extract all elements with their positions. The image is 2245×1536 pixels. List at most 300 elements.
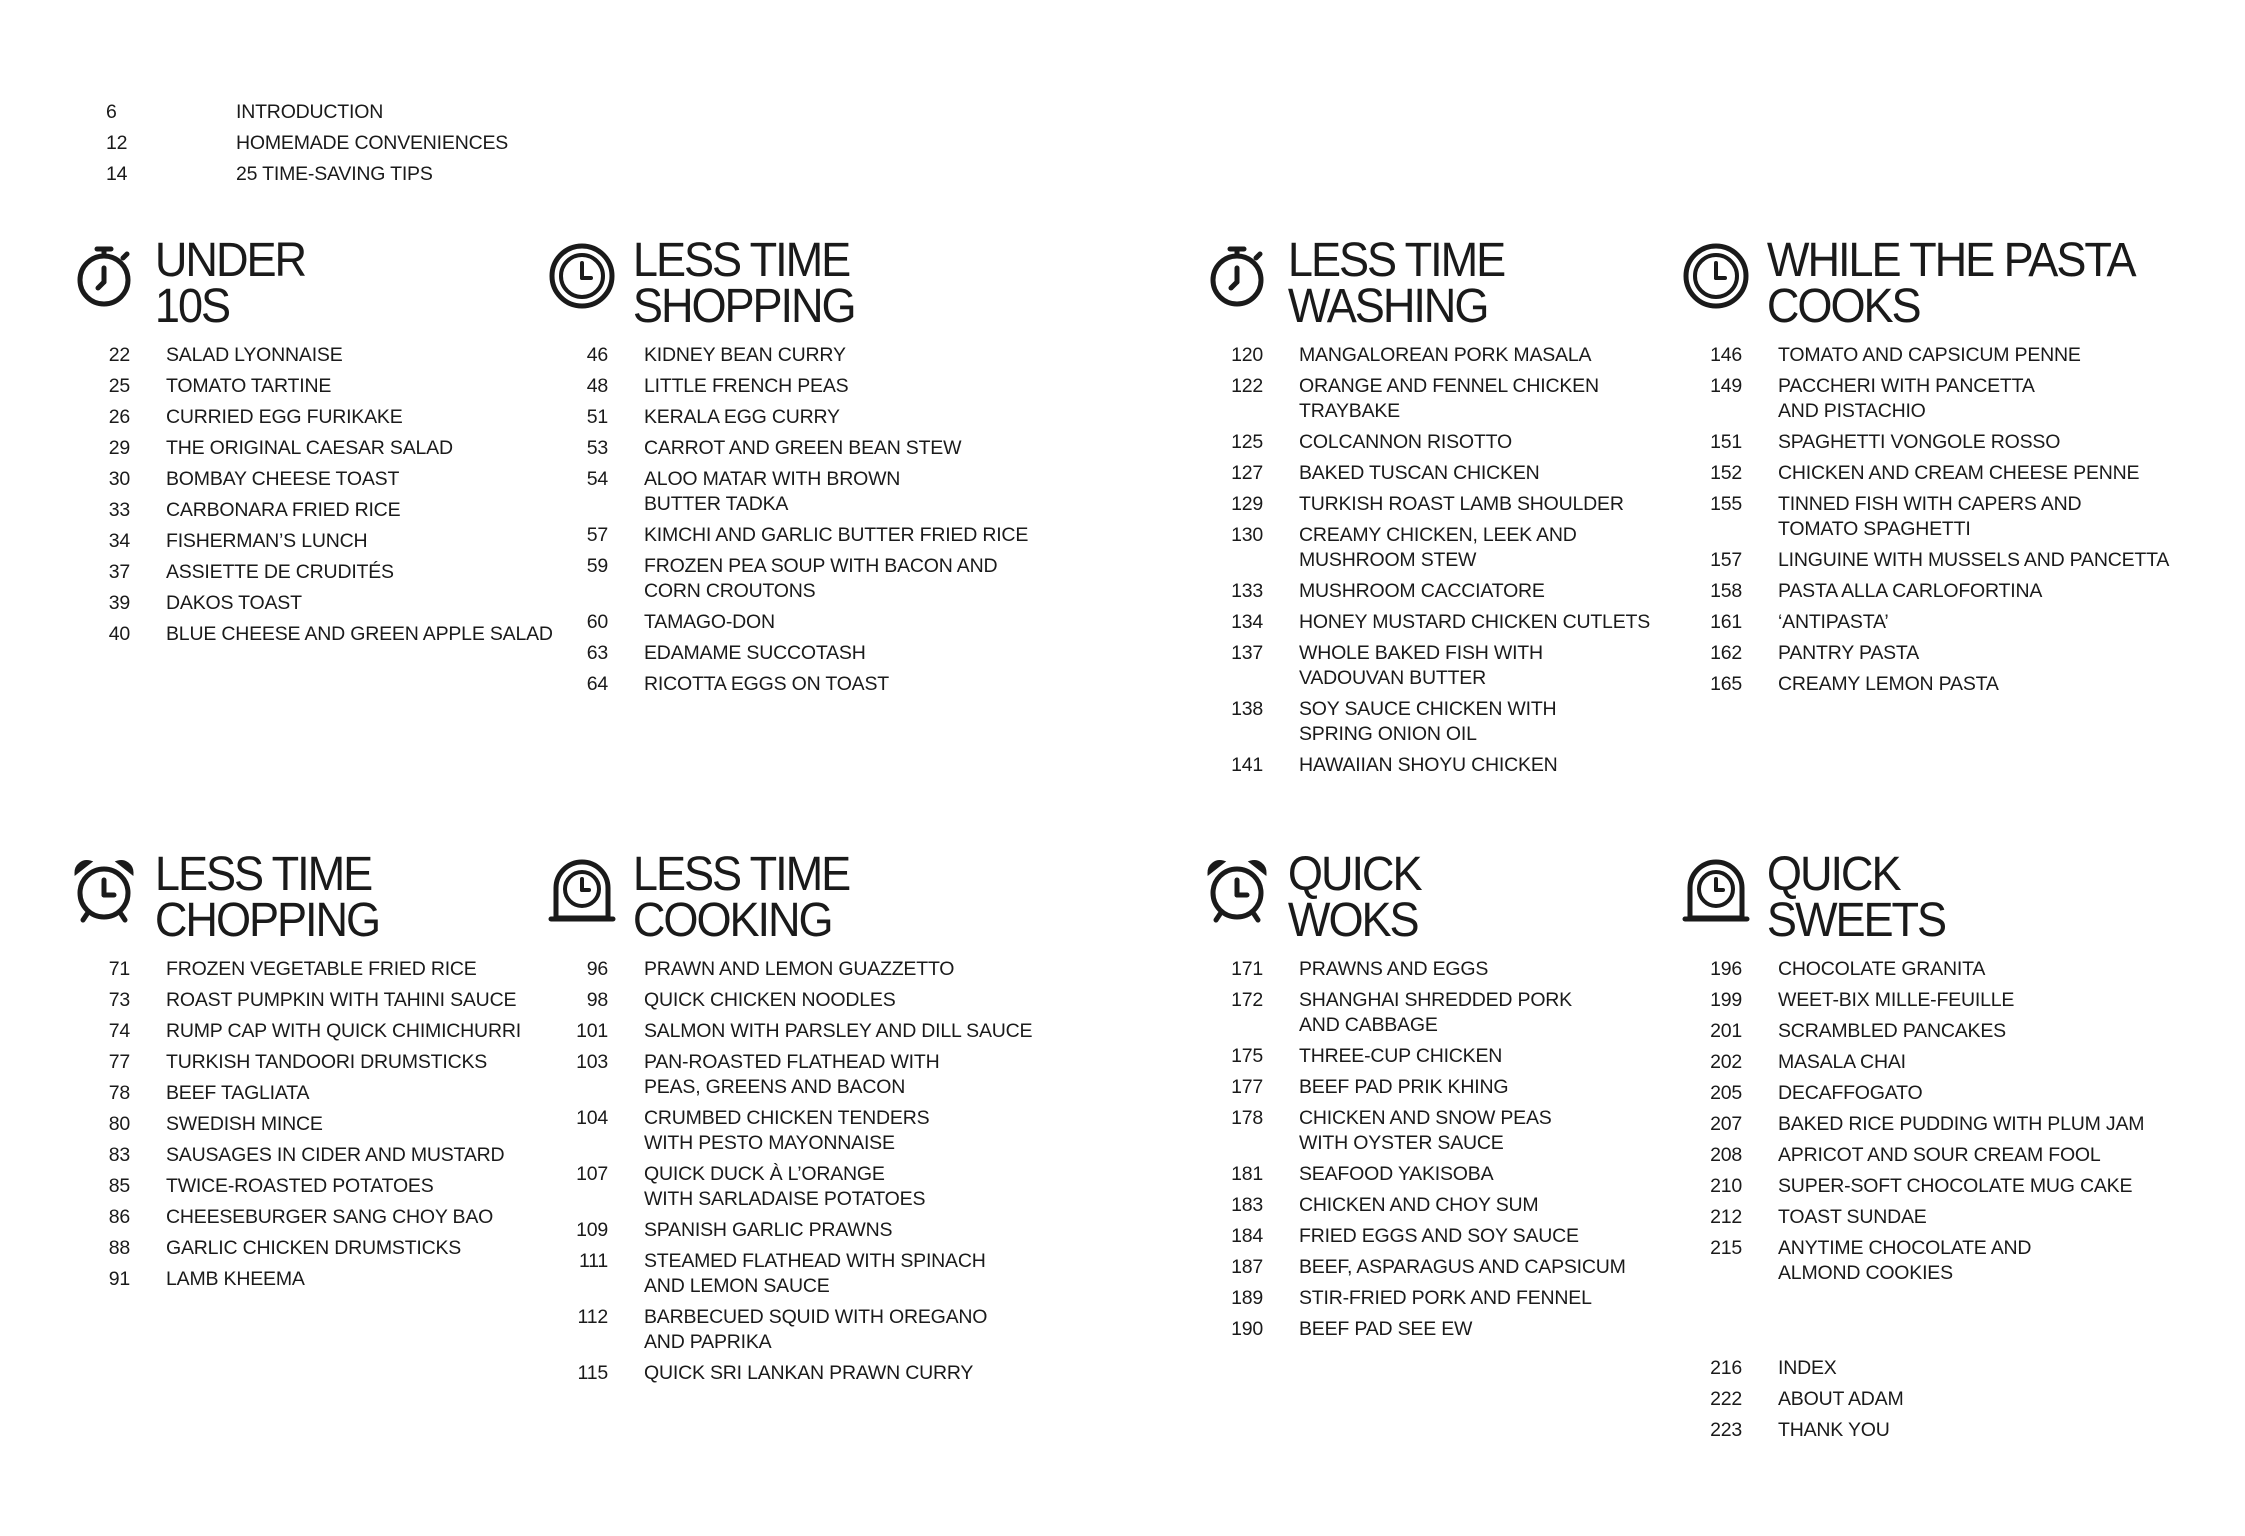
stopwatch-icon	[70, 242, 138, 310]
section-title: UNDER 10S	[154, 234, 306, 333]
recipe-title: THE ORIGINAL CAESAR SALAD	[166, 437, 453, 459]
page-number: 155	[1710, 493, 1742, 515]
recipe-title: INTRODUCTION	[236, 101, 384, 123]
recipe-title: KERALA EGG CURRY	[644, 406, 840, 428]
toc-entry	[70, 100, 570, 125]
toc-entry	[548, 405, 1068, 430]
page-number: 130	[1231, 524, 1263, 546]
toc-entry	[70, 405, 590, 430]
recipe-title: COLCANNON RISOTTO	[1299, 431, 1512, 453]
toc-entry	[1203, 343, 1723, 368]
recipe-title: EDAMAME SUCCOTASH	[644, 642, 866, 664]
page-number: 30	[108, 468, 130, 490]
page-number: 215	[1710, 1237, 1742, 1259]
recipe-title: WEET-BIX MILLE-FEUILLE	[1778, 989, 2015, 1011]
toc-entry	[1682, 1205, 2242, 1230]
toc-entry	[1682, 492, 2242, 542]
page-number: 54	[586, 468, 608, 490]
page-number: 73	[108, 989, 130, 1011]
toc-entry	[70, 529, 590, 554]
toc-entry	[548, 610, 1068, 635]
page-number: 64	[586, 673, 608, 695]
toc-entry	[1682, 1236, 2242, 1286]
page-number: 199	[1710, 989, 1742, 1011]
page-number: 109	[576, 1219, 608, 1241]
toc-entry	[70, 467, 590, 492]
recipe-title: ORANGE AND FENNEL CHICKEN TRAYBAKE	[1299, 375, 1599, 422]
page-number: 6	[106, 101, 117, 123]
page-number: 216	[1710, 1357, 1742, 1379]
toc-entry	[548, 523, 1068, 548]
toc-entry	[70, 343, 590, 368]
recipe-title: CURRIED EGG FURIKAKE	[166, 406, 403, 428]
toc-entry	[548, 641, 1068, 666]
recipe-title: BEEF TAGLIATA	[166, 1082, 310, 1104]
section-header	[1203, 234, 1723, 343]
recipe-title: LAMB KHEEMA	[166, 1268, 305, 1290]
page-number: 222	[1710, 1388, 1742, 1410]
page-number: 127	[1231, 462, 1263, 484]
toc-entry	[1203, 697, 1723, 747]
recipe-title: RICOTTA EGGS ON TOAST	[644, 673, 890, 695]
toc-entry	[548, 1305, 1068, 1355]
page-number: 205	[1710, 1082, 1742, 1104]
page-number: 137	[1231, 642, 1263, 664]
recipe-title: BEEF PAD SEE EW	[1299, 1318, 1473, 1340]
mantel-clock-icon	[548, 856, 616, 924]
section-header	[1203, 848, 1723, 957]
page-number: 120	[1231, 344, 1263, 366]
toc-entry	[70, 374, 590, 399]
page-number: 53	[586, 437, 608, 459]
toc-entry	[70, 957, 590, 982]
recipe-title: QUICK SRI LANKAN PRAWN CURRY	[644, 1362, 974, 1384]
page-number: 98	[586, 989, 608, 1011]
toc-entry	[1203, 461, 1723, 486]
page-number: 122	[1231, 375, 1263, 397]
page-number: 181	[1231, 1163, 1263, 1185]
recipe-title: SEAFOOD YAKISOBA	[1299, 1163, 1494, 1185]
toc-entry	[70, 131, 570, 156]
toc-entry	[1682, 1019, 2242, 1044]
recipe-title: ASSIETTE DE CRUDITÉS	[166, 561, 394, 583]
recipe-title: 25 TIME-SAVING TIPS	[236, 163, 433, 185]
toc-entry	[70, 1081, 590, 1106]
recipe-title: BLUE CHEESE AND GREEN APPLE SALAD	[166, 623, 553, 645]
page-number: 59	[586, 555, 608, 577]
page-number: 115	[577, 1362, 608, 1384]
section-header	[548, 234, 1068, 343]
recipe-title: SPAGHETTI VONGOLE ROSSO	[1778, 431, 2061, 453]
toc-entry	[70, 1143, 590, 1168]
page-number: 171	[1231, 958, 1263, 980]
recipe-title: WHOLE BAKED FISH WITH VADOUVAN BUTTER	[1299, 642, 1543, 689]
page-number: 157	[1710, 549, 1742, 571]
recipe-title: THREE-CUP CHICKEN	[1299, 1045, 1503, 1067]
page-number: 162	[1710, 642, 1742, 664]
toc-entry	[1682, 1081, 2242, 1106]
recipe-title: BAKED RICE PUDDING WITH PLUM JAM	[1778, 1113, 2145, 1135]
page-number: 71	[108, 958, 130, 980]
toc-section	[548, 234, 1068, 703]
page-number: 210	[1710, 1175, 1742, 1197]
page-number: 151	[1710, 431, 1742, 453]
recipe-title: BEEF, ASPARAGUS AND CAPSICUM	[1299, 1256, 1626, 1278]
back-matter-list	[1682, 1356, 2202, 1449]
toc-entry	[1203, 1286, 1723, 1311]
recipe-title: CHICKEN AND SNOW PEAS WITH OYSTER SAUCE	[1299, 1107, 1552, 1154]
toc-entry	[1682, 988, 2242, 1013]
page-number: 207	[1710, 1113, 1742, 1135]
page-number: 78	[108, 1082, 130, 1104]
section-header	[1682, 848, 2242, 957]
toc-entry	[1682, 641, 2242, 666]
section-header	[70, 234, 590, 343]
recipe-title: BOMBAY CHEESE TOAST	[166, 468, 400, 490]
recipe-title: PRAWNS AND EGGS	[1299, 958, 1489, 980]
recipe-title: SALAD LYONNAISE	[166, 344, 343, 366]
toc-entry	[70, 436, 590, 461]
recipe-title: TOAST SUNDAE	[1778, 1206, 1927, 1228]
page-number: 134	[1231, 611, 1263, 633]
toc-entry	[70, 622, 590, 647]
section-title: QUICK SWEETS	[1766, 848, 1946, 947]
toc-entry	[1203, 374, 1723, 424]
toc-entry	[1682, 548, 2242, 573]
page-number: 138	[1231, 698, 1263, 720]
section-title: LESS TIME CHOPPING	[154, 848, 380, 947]
recipe-title: HAWAIIAN SHOYU CHICKEN	[1299, 754, 1558, 776]
toc-section	[548, 848, 1068, 1392]
toc-entry	[70, 1267, 590, 1292]
toc-entry	[1682, 1387, 2202, 1412]
toc-entry	[548, 672, 1068, 697]
page-number: 208	[1710, 1144, 1742, 1166]
toc-entry	[548, 1361, 1068, 1386]
toc-entry	[1682, 1356, 2202, 1381]
toc-entry	[1682, 1143, 2242, 1168]
page-number: 83	[108, 1144, 130, 1166]
toc-entry	[548, 1019, 1068, 1044]
recipe-title: MUSHROOM CACCIATORE	[1299, 580, 1545, 602]
toc-entry	[548, 1249, 1068, 1299]
recipe-title: ALOO MATAR WITH BROWN BUTTER TADKA	[644, 468, 901, 515]
section-title: LESS TIME WASHING	[1287, 234, 1505, 333]
page-number: 190	[1231, 1318, 1263, 1340]
page-number: 80	[108, 1113, 130, 1135]
page-number: 101	[576, 1020, 608, 1042]
recipe-title: BAKED TUSCAN CHICKEN	[1299, 462, 1540, 484]
recipe-title: ABOUT ADAM	[1778, 1388, 1904, 1410]
recipe-title: DAKOS TOAST	[166, 592, 302, 614]
recipe-title: MASALA CHAI	[1778, 1051, 1906, 1073]
toc-section	[70, 848, 590, 1298]
alarm-clock-icon	[70, 856, 138, 924]
toc-entry	[1682, 1418, 2202, 1443]
page-number: 104	[576, 1107, 608, 1129]
page-number: 57	[586, 524, 608, 546]
section-title: LESS TIME COOKING	[632, 848, 850, 947]
recipe-title: CARROT AND GREEN BEAN STEW	[644, 437, 962, 459]
recipe-title: ANYTIME CHOCOLATE AND ALMOND COOKIES	[1778, 1237, 2032, 1284]
recipe-title: FROZEN VEGETABLE FRIED RICE	[166, 958, 477, 980]
toc-entry	[548, 957, 1068, 982]
toc-entry	[1203, 957, 1723, 982]
page-number: 46	[586, 344, 608, 366]
section-entries	[548, 343, 1068, 697]
page-number: 165	[1710, 673, 1742, 695]
toc-entry	[1682, 461, 2242, 486]
page-number: 129	[1231, 493, 1263, 515]
recipe-title: BEEF PAD PRIK KHING	[1299, 1076, 1509, 1098]
recipe-title: PASTA ALLA CARLOFORTINA	[1778, 580, 2043, 602]
toc-section	[1682, 848, 2242, 1292]
toc-entry	[1203, 1106, 1723, 1156]
toc-entry	[1682, 957, 2242, 982]
recipe-title: TINNED FISH WITH CAPERS AND TOMATO SPAGHETTI	[1778, 493, 2082, 540]
page-number: 152	[1710, 462, 1742, 484]
toc-entry	[548, 467, 1068, 517]
recipe-title: BARBECUED SQUID WITH OREGANO AND PAPRIKA	[644, 1306, 988, 1353]
page-number: 39	[108, 592, 130, 614]
toc-entry	[1682, 579, 2242, 604]
recipe-title: HOMEMADE CONVENIENCES	[236, 132, 509, 154]
recipe-title: SHANGHAI SHREDDED PORK AND CABBAGE	[1299, 989, 1572, 1036]
toc-section	[1682, 234, 2242, 703]
section-header	[548, 848, 1068, 957]
section-entries	[70, 343, 590, 647]
recipe-title: PRAWN AND LEMON GUAZZETTO	[644, 958, 955, 980]
page-number: 212	[1710, 1206, 1742, 1228]
toc-entry	[1203, 1255, 1723, 1280]
toc-entry	[548, 988, 1068, 1013]
recipe-title: CHICKEN AND CHOY SUM	[1299, 1194, 1539, 1216]
toc-entry	[70, 988, 590, 1013]
page-number: 33	[108, 499, 130, 521]
page-number: 60	[586, 611, 608, 633]
recipe-title: TOMATO AND CAPSICUM PENNE	[1778, 344, 2081, 366]
page-number: 178	[1231, 1107, 1263, 1129]
page-number: 141	[1231, 754, 1263, 776]
recipe-title: APRICOT AND SOUR CREAM FOOL	[1778, 1144, 2101, 1166]
toc-entry	[1203, 753, 1723, 778]
toc-entry	[1203, 610, 1723, 635]
recipe-title: SCRAMBLED PANCAKES	[1778, 1020, 2006, 1042]
alarm-clock-icon	[1203, 856, 1271, 924]
toc-entry	[1682, 1174, 2242, 1199]
page-number: 96	[586, 958, 608, 980]
page-number: 48	[586, 375, 608, 397]
recipe-title: STIR-FRIED PORK AND FENNEL	[1299, 1287, 1592, 1309]
recipe-title: LITTLE FRENCH PEAS	[644, 375, 849, 397]
recipe-title: THANK YOU	[1778, 1419, 1890, 1441]
recipe-title: LINGUINE WITH MUSSELS AND PANCETTA	[1778, 549, 2170, 571]
recipe-title: QUICK DUCK À L’ORANGE WITH SARLADAISE POTATOES	[644, 1163, 926, 1210]
recipe-title: STEAMED FLATHEAD WITH SPINACH AND LEMON SAUCE	[644, 1250, 986, 1297]
recipe-title: SWEDISH MINCE	[166, 1113, 323, 1135]
section-entries	[1203, 957, 1723, 1342]
recipe-title: CREAMY CHICKEN, LEEK AND MUSHROOM STEW	[1299, 524, 1577, 571]
toc-entry	[548, 1050, 1068, 1100]
recipe-title: CRUMBED CHICKEN TENDERS WITH PESTO MAYONNAISE	[644, 1107, 930, 1154]
recipe-title: PANTRY PASTA	[1778, 642, 1920, 664]
toc-section	[1203, 234, 1723, 784]
stopwatch-icon	[1203, 242, 1271, 310]
recipe-title: TOMATO TARTINE	[166, 375, 332, 397]
toc-entry	[548, 1218, 1068, 1243]
recipe-title: TURKISH TANDOORI DRUMSTICKS	[166, 1051, 488, 1073]
wall-clock-icon	[1682, 242, 1750, 310]
recipe-title: TURKISH ROAST LAMB SHOULDER	[1299, 493, 1624, 515]
page-number: 88	[108, 1237, 130, 1259]
page-number: 107	[576, 1163, 608, 1185]
toc-entry	[1682, 1050, 2242, 1075]
recipe-title: CARBONARA FRIED RICE	[166, 499, 401, 521]
page-number: 91	[108, 1268, 130, 1290]
toc-entry	[1203, 430, 1723, 455]
page-number: 223	[1710, 1419, 1742, 1441]
toc-entry	[1203, 1162, 1723, 1187]
toc-entry	[548, 554, 1068, 604]
recipe-title: CHEESEBURGER SANG CHOY BAO	[166, 1206, 494, 1228]
section-entries	[1682, 343, 2242, 697]
recipe-title: KIDNEY BEAN CURRY	[644, 344, 846, 366]
page-number: 133	[1231, 580, 1263, 602]
recipe-title: ‘ANTIPASTA’	[1778, 611, 1889, 633]
recipe-title: GARLIC CHICKEN DRUMSTICKS	[166, 1237, 462, 1259]
toc-entry	[70, 1050, 590, 1075]
section-title: LESS TIME SHOPPING	[632, 234, 855, 333]
recipe-title: DECAFFOGATO	[1778, 1082, 1923, 1104]
recipe-title: TAMAGO-DON	[644, 611, 775, 633]
section-entries	[70, 957, 590, 1292]
section-entries	[1682, 957, 2242, 1286]
toc-entry	[1203, 1193, 1723, 1218]
recipe-title: HONEY MUSTARD CHICKEN CUTLETS	[1299, 611, 1651, 633]
page-number: 196	[1710, 958, 1742, 980]
recipe-title: QUICK CHICKEN NOODLES	[644, 989, 896, 1011]
section-header	[70, 848, 590, 957]
page-number: 201	[1710, 1020, 1742, 1042]
toc-entry	[1682, 430, 2242, 455]
toc-entry	[1203, 492, 1723, 517]
toc-entry	[70, 560, 590, 585]
toc-entry	[70, 1174, 590, 1199]
page-number: 161	[1710, 611, 1742, 633]
page-number: 22	[108, 344, 130, 366]
wall-clock-icon	[548, 242, 616, 310]
recipe-title: KIMCHI AND GARLIC BUTTER FRIED RICE	[644, 524, 1029, 546]
toc-entry	[1682, 343, 2242, 368]
recipe-title: MANGALOREAN PORK MASALA	[1299, 344, 1592, 366]
page-number: 184	[1231, 1225, 1263, 1247]
recipe-title: INDEX	[1778, 1357, 1837, 1379]
toc-entry	[1203, 988, 1723, 1038]
page-number: 37	[108, 561, 130, 583]
recipe-title: SAUSAGES IN CIDER AND MUSTARD	[166, 1144, 505, 1166]
toc-entry	[70, 1019, 590, 1044]
recipe-title: FROZEN PEA SOUP WITH BACON AND CORN CROUTONS	[644, 555, 998, 602]
toc-entry	[1203, 1075, 1723, 1100]
page-number: 86	[108, 1206, 130, 1228]
toc-entry	[548, 1162, 1068, 1212]
toc-entry	[70, 162, 570, 187]
section-title: WHILE THE PASTA COOKS	[1766, 234, 2135, 333]
page-number: 85	[108, 1175, 130, 1197]
recipe-title: SUPER-SOFT CHOCOLATE MUG CAKE	[1778, 1175, 2133, 1197]
recipe-title: CHOCOLATE GRANITA	[1778, 958, 1986, 980]
toc-entry	[70, 1236, 590, 1261]
toc-entry	[70, 1205, 590, 1230]
page-number: 202	[1710, 1051, 1742, 1073]
toc-entry	[548, 374, 1068, 399]
page-number: 12	[106, 132, 128, 154]
recipe-title: SALMON WITH PARSLEY AND DILL SAUCE	[644, 1020, 1033, 1042]
page-number: 112	[577, 1306, 608, 1328]
page-number: 34	[108, 530, 130, 552]
recipe-title: PAN-ROASTED FLATHEAD WITH PEAS, GREENS AND BACON	[644, 1051, 940, 1098]
recipe-title: SOY SAUCE CHICKEN WITH SPRING ONION OIL	[1299, 698, 1557, 745]
page-number: 189	[1231, 1287, 1263, 1309]
section-title: QUICK WOKS	[1287, 848, 1421, 947]
intro-list	[70, 100, 570, 193]
page-number: 146	[1710, 344, 1742, 366]
recipe-title: TWICE-ROASTED POTATOES	[166, 1175, 434, 1197]
toc-entry	[70, 591, 590, 616]
page-number: 14	[106, 163, 128, 185]
page-number: 51	[586, 406, 608, 428]
toc-section	[70, 234, 590, 653]
recipe-title: ROAST PUMPKIN WITH TAHINI SAUCE	[166, 989, 517, 1011]
page-number: 125	[1231, 431, 1263, 453]
page-number: 77	[108, 1051, 130, 1073]
toc-entry	[1682, 672, 2242, 697]
page-number: 26	[108, 406, 130, 428]
page-number: 74	[108, 1020, 130, 1042]
page-number: 149	[1710, 375, 1742, 397]
recipe-title: CHICKEN AND CREAM CHEESE PENNE	[1778, 462, 2140, 484]
toc-entry	[1203, 1224, 1723, 1249]
page-number: 111	[578, 1250, 608, 1272]
recipe-title: CREAMY LEMON PASTA	[1778, 673, 1999, 695]
toc-entry	[1682, 374, 2242, 424]
recipe-title: PACCHERI WITH PANCETTA AND PISTACHIO	[1778, 375, 2035, 422]
page-number: 29	[108, 437, 130, 459]
toc-entry	[548, 436, 1068, 461]
page-number: 103	[576, 1051, 608, 1073]
toc-entry	[70, 498, 590, 523]
toc-entry	[1682, 1112, 2242, 1137]
toc-section	[1203, 848, 1723, 1348]
recipe-title: FISHERMAN’S LUNCH	[166, 530, 368, 552]
recipe-title: FRIED EGGS AND SOY SAUCE	[1299, 1225, 1579, 1247]
page-number: 25	[108, 375, 130, 397]
section-entries	[1203, 343, 1723, 778]
toc-entry	[1203, 579, 1723, 604]
section-entries	[548, 957, 1068, 1386]
toc-entry	[1203, 1044, 1723, 1069]
toc-entry	[1203, 523, 1723, 573]
toc-entry	[1682, 610, 2242, 635]
page-number: 177	[1231, 1076, 1263, 1098]
page-number: 40	[108, 623, 130, 645]
page-number: 183	[1231, 1194, 1263, 1216]
page-number: 158	[1710, 580, 1742, 602]
toc-entry	[548, 1106, 1068, 1156]
section-header	[1682, 234, 2242, 343]
toc-entry	[70, 1112, 590, 1137]
page-number: 63	[586, 642, 608, 664]
